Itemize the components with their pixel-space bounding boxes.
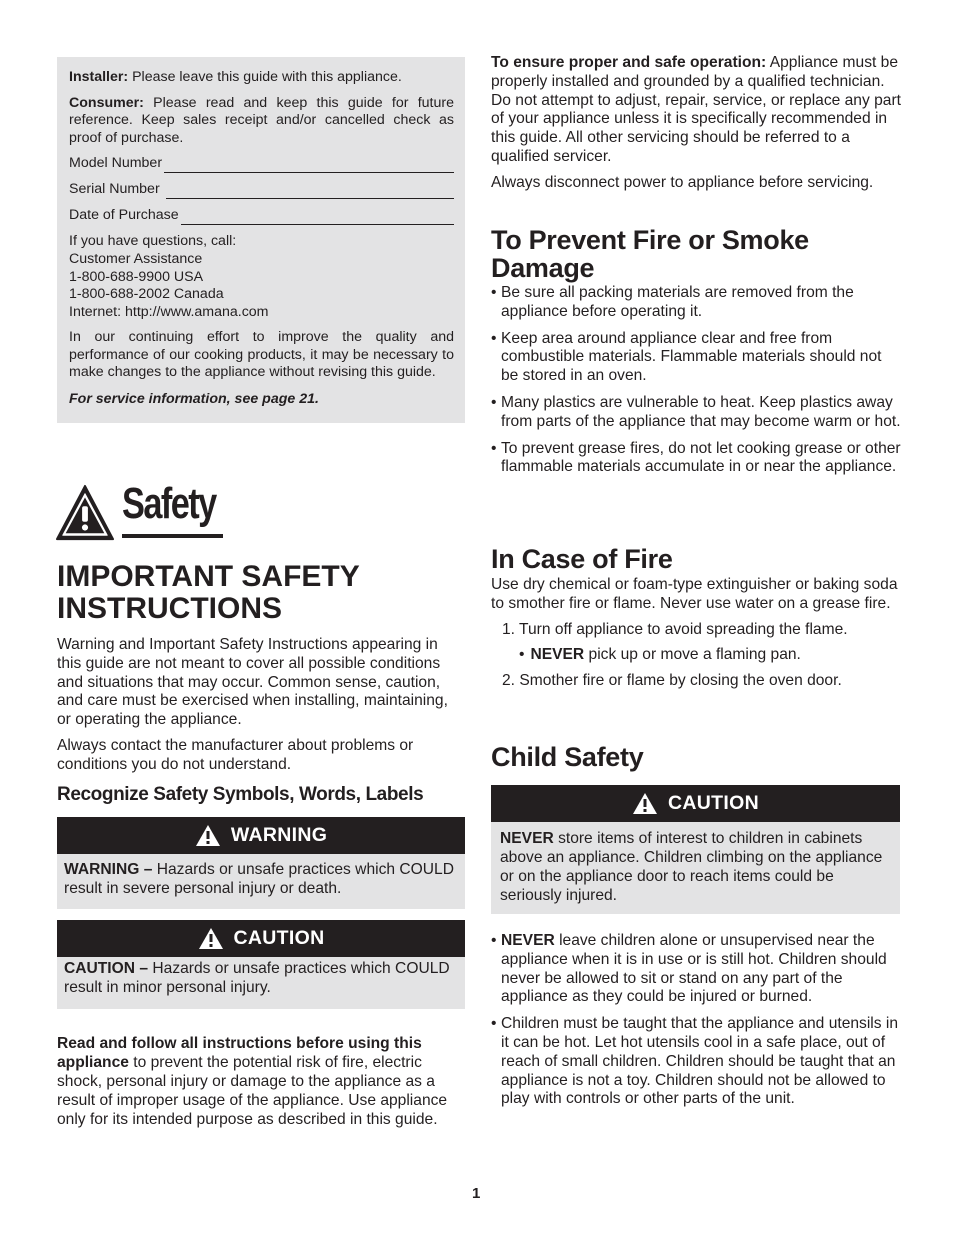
important-intro bbox=[57, 636, 465, 782]
proper-operation-section bbox=[491, 54, 901, 200]
contact-info: If you have questions, call: Customer Assistance 1-800-688-9900 USA 1-800-688-2002 Canada Internet: http://www.amana.com bbox=[69, 233, 269, 320]
warning-header: WARNING bbox=[57, 817, 465, 854]
fire-step-1: 1. Turn off appliance to avoid spreading the flame. bbox=[502, 620, 848, 638]
prevent-fire-title: To Prevent Fire or Smoke Damage bbox=[491, 225, 809, 283]
caution-body: CAUTION – Hazards or unsafe practices which COULD result in minor personal injury. bbox=[57, 957, 465, 1009]
model-number-field: Model Number bbox=[69, 155, 454, 173]
date-of-purchase-field: Date of Purchase bbox=[69, 207, 454, 225]
fire-step-2: 2. Smother fire or flame by closing the oven door. bbox=[502, 672, 842, 690]
serial-number-field: Serial Number bbox=[69, 181, 454, 199]
list-item: • Be sure all packing materials are removed from the appliance before operating it. bbox=[491, 284, 901, 322]
read-follow-paragraph: Read and follow all instructions before using this appliance to prevent the potential risk of fire, electric shock, personal injury or damage to the appliance as a result of improper usage of the appliance. Use appliance only for its intended purpose as described in this guide. bbox=[57, 1035, 448, 1128]
improvement-note: In our continuing effort to improve the quality and performance of our cooking products, it may be necessary to make changes to the appliance without revising this guide. bbox=[69, 329, 454, 381]
page-number: 1 bbox=[472, 1185, 481, 1202]
child-caution-body: NEVER store items of interest to children in cabinets above an appliance. Children climbing on the appliance or on the appliance door to reach items could be seriously injured. bbox=[491, 822, 900, 914]
warning-triangle-icon bbox=[195, 824, 221, 847]
owner-info-box bbox=[57, 57, 465, 423]
fire-step-1-sub: • NEVER pick up or move a flaming pan. bbox=[519, 646, 801, 664]
child-safety-list bbox=[491, 932, 901, 1109]
service-info-note: For service information, see page 21. bbox=[69, 391, 319, 408]
case-of-fire-section bbox=[491, 576, 901, 698]
warning-body: WARNING – Hazards or unsafe practices which COULD result in severe personal injury or death. bbox=[57, 854, 465, 909]
child-safety-section bbox=[491, 932, 901, 1117]
prevent-fire-section bbox=[491, 284, 901, 485]
warning-triangle-icon bbox=[632, 792, 658, 815]
safety-logo-text: Safety bbox=[122, 479, 216, 528]
list-item: • Children must be taught that the appliance and utensils in it can be hot. Let hot utensils cool in a safe place, out of reach of small children. Children should be taught that an appliance is not a toy. Children should not be allowed to play with controls or other parts of the unit. bbox=[491, 1015, 901, 1109]
child-caution-header: CAUTION bbox=[491, 785, 900, 822]
child-caution-box bbox=[491, 785, 900, 914]
safety-symbols-subhead: Recognize Safety Symbols, Words, Labels bbox=[57, 784, 424, 805]
important-safety-title: IMPORTANT SAFETY INSTRUCTIONS bbox=[57, 560, 360, 625]
caution-header: CAUTION bbox=[57, 920, 465, 957]
warning-box bbox=[57, 817, 465, 909]
intro-paragraph: Warning and Important Safety Instructions appearing in this guide are not meant to cover all possible conditions and situations that may occur. Common sense, caution, and care must be exercised when installing, maintaining, or operating the appliance. bbox=[57, 636, 448, 729]
list-item: • To prevent grease fires, do not let cooking grease or other flammable materials accumulate in or near the appliance. bbox=[491, 440, 901, 478]
disconnect-power-note: Always disconnect power to appliance before servicing. bbox=[491, 173, 874, 191]
contact-manufacturer-paragraph: Always contact the manufacturer about problems or conditions you do not understand. bbox=[57, 736, 414, 773]
safety-underline bbox=[122, 534, 223, 538]
list-item: • NEVER leave children alone or unsupervised near the appliance when it is in use or is still hot. Children should never be allowed to sit or stand on any part of the appliance as they could be injured or burned. bbox=[491, 932, 901, 1007]
case-of-fire-title: In Case of Fire bbox=[491, 544, 673, 574]
warning-triangle-icon bbox=[198, 927, 224, 950]
consumer-note: Consumer: Please read and keep this guide for future reference. Keep sales receipt and/or cancelled check as proof of purchase. bbox=[69, 94, 454, 146]
prevent-fire-list bbox=[491, 284, 901, 477]
warning-triangle-icon bbox=[56, 484, 114, 542]
case-of-fire-intro: Use dry chemical or foam-type extinguisher or baking soda to smother fire or flame. Never use water on a grease fire. bbox=[491, 576, 898, 612]
list-item: • Many plastics are vulnerable to heat. Keep plastics away from parts of the appliance that may become warm or hot. bbox=[491, 394, 901, 432]
child-safety-title: Child Safety bbox=[491, 742, 644, 772]
caution-box bbox=[57, 920, 465, 1009]
list-item: • Keep area around appliance clear and free from combustible materials. Flammable materials should not be stored in an oven. bbox=[491, 330, 901, 386]
fire-steps bbox=[491, 621, 901, 691]
proper-operation-paragraph: To ensure proper and safe operation: Appliance must be properly installed and grounded by a qualified technician. Do not attempt to adjust, repair, service, or replace any part of your appliance unless it is specifically recommended in this guide. All other servicing should be referred to a qualified servicer. bbox=[491, 54, 901, 165]
installer-note: Installer: Please leave this guide with this appliance. bbox=[69, 69, 402, 85]
